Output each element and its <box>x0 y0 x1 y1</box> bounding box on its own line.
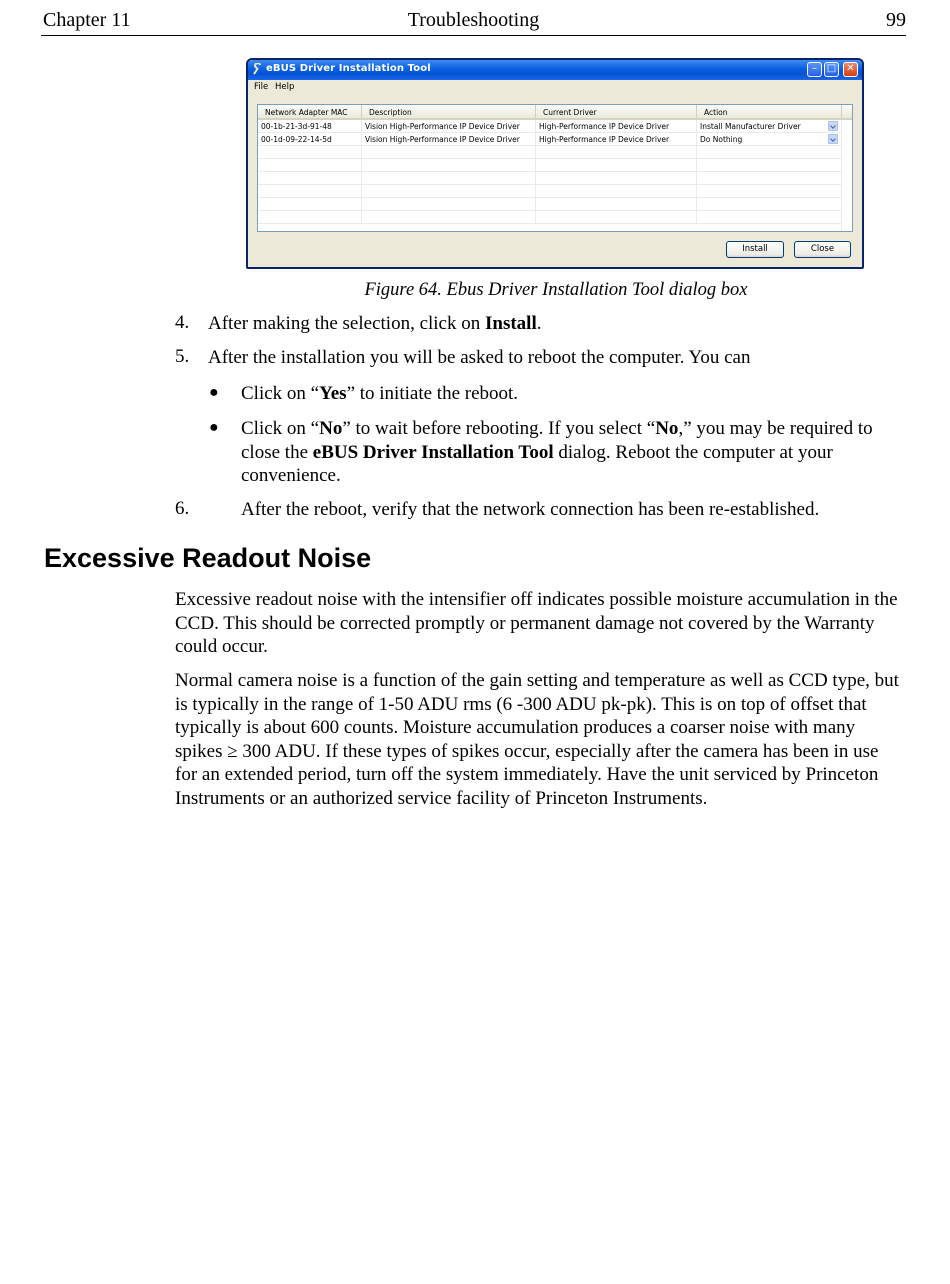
figure-caption: Figure 64. Ebus Driver Installation Tool dialog box <box>364 280 748 300</box>
table-row-empty <box>258 146 852 159</box>
cell-mac: 00-1d-09-22-14-5d <box>258 133 362 145</box>
section-heading: Excessive Readout Noise <box>44 543 372 573</box>
chevron-down-icon[interactable] <box>828 121 838 131</box>
table-row-empty <box>258 198 852 211</box>
install-button[interactable]: Install <box>726 241 784 258</box>
dialog-title: eBUS Driver Installation Tool <box>266 63 431 74</box>
bullet-icon: ● <box>209 384 219 401</box>
column-header-description[interactable]: Description <box>362 105 536 118</box>
bullet-no-text: Click on “No” to wait before rebooting. If you select “No,” you may be required to close the eBUS Driver Installation Tool dialog. Reboot the computer at your convenience. <box>241 418 873 486</box>
column-header-mac[interactable]: Network Adapter MAC <box>258 105 362 118</box>
step-number: 6. <box>175 498 190 519</box>
chapter-title: Troubleshooting <box>407 9 540 31</box>
maximize-icon[interactable]: □ <box>824 62 839 77</box>
table-row[interactable] <box>258 133 852 146</box>
page-number: 99 <box>886 9 906 31</box>
dialog-titlebar <box>248 60 862 80</box>
menu-file[interactable]: File <box>254 82 269 92</box>
bullet-yes-text: Click on “Yes” to initiate the reboot. <box>241 383 519 404</box>
action-select-value: Do Nothing <box>700 135 743 144</box>
column-header-current-driver[interactable]: Current Driver <box>536 105 697 118</box>
table-row[interactable] <box>258 120 852 133</box>
chevron-down-icon[interactable] <box>828 134 838 144</box>
column-header-action[interactable]: Action <box>697 105 842 118</box>
step-6-text: After the reboot, verify that the network connection has been re-established. <box>241 499 820 520</box>
adapter-table[interactable] <box>257 104 853 232</box>
minimize-icon[interactable]: – <box>807 62 822 77</box>
table-row-empty <box>258 185 852 198</box>
table-row-empty <box>258 211 852 224</box>
table-header <box>258 105 852 120</box>
step-number: 4. <box>175 312 190 333</box>
menu-help[interactable]: Help <box>275 82 295 92</box>
action-select[interactable] <box>697 120 842 132</box>
cell-description: Vision High-Performance IP Device Driver <box>362 133 536 145</box>
cell-description: Vision High-Performance IP Device Driver <box>362 120 536 132</box>
wrench-icon <box>252 63 262 75</box>
cell-current-driver: High-Performance IP Device Driver <box>536 120 697 132</box>
step-4-text: After making the selection, click on Install. <box>208 313 542 334</box>
cell-mac: 00-1b-21-3d-91-48 <box>258 120 362 132</box>
dialog-menubar <box>248 80 862 94</box>
close-button[interactable]: Close <box>794 241 851 258</box>
paragraph-2: Normal camera noise is a function of the gain setting and temperature as well as CCD type, but is typically in the range of 1-50 ADU rms (6 -300 ADU pk-pk). This is on top of offset that typically is about 600 counts. Moisture accumulation produces a coarser noise with many spikes ≥ 300 ADU. If these types of spikes occur, especially after the camera has been in use for an extended period, turn off the system immediately. Have the unit serviced by Princeton Instruments or an authorized service facility of Princeton Instruments. <box>175 670 899 809</box>
step-5-text: After the installation you will be asked to reboot the computer. You can <box>208 347 751 368</box>
table-scrollbar[interactable] <box>841 120 852 231</box>
running-header <box>41 8 906 36</box>
action-select[interactable] <box>697 133 842 145</box>
paragraph-1: Excessive readout noise with the intensifier off indicates possible moisture accumulation in the CCD. This should be corrected promptly or permanent damage not covered by the Warranty could occur. <box>175 589 898 657</box>
table-row-empty <box>258 159 852 172</box>
ebus-dialog-screenshot <box>246 58 864 269</box>
chapter-label: Chapter 11 <box>43 9 131 31</box>
table-row-empty <box>258 172 852 185</box>
action-select-value: Install Manufacturer Driver <box>700 122 801 131</box>
cell-current-driver: High-Performance IP Device Driver <box>536 133 697 145</box>
bullet-icon: ● <box>209 419 219 436</box>
close-icon[interactable]: ✕ <box>843 62 858 77</box>
step-number: 5. <box>175 346 190 367</box>
